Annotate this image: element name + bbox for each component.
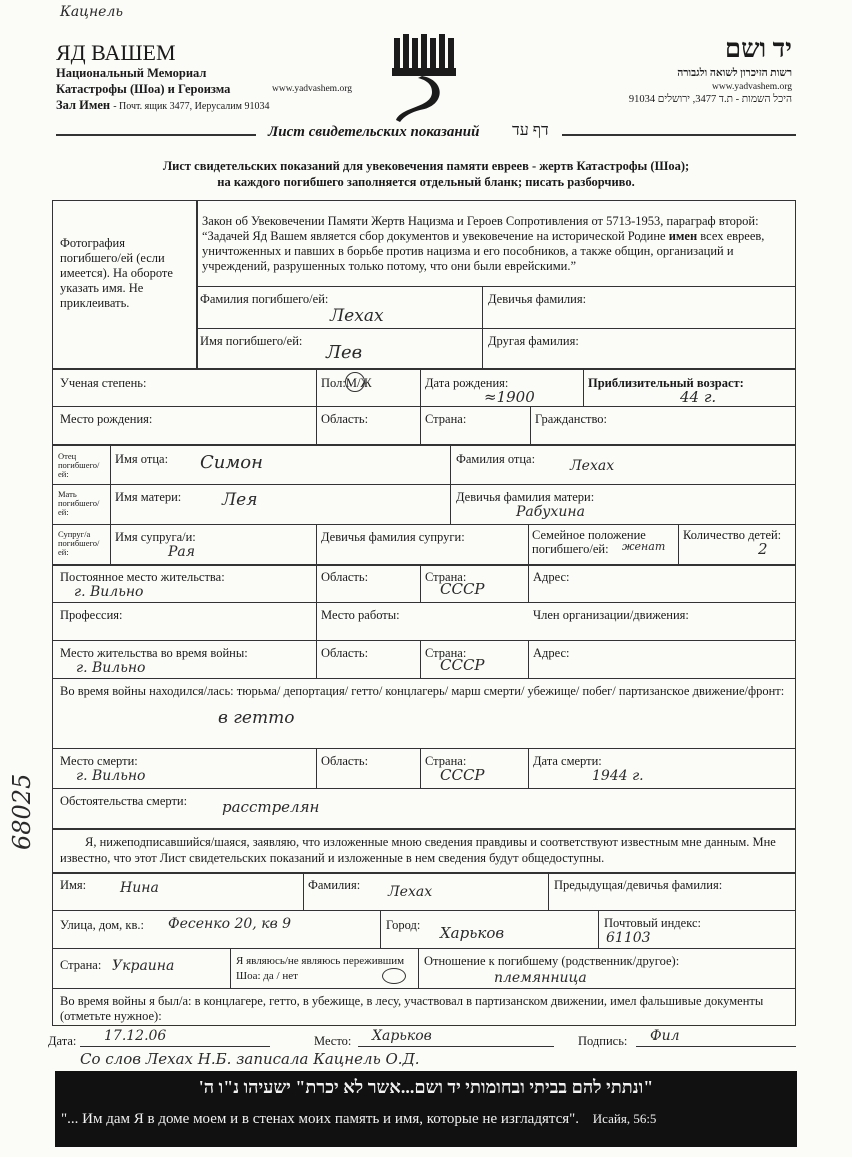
corner-note: Кацнель [60, 4, 123, 20]
spouse-name-value[interactable]: Рая [168, 544, 196, 560]
wartime-country-value[interactable]: СССР [440, 656, 485, 674]
victim-surname-value[interactable]: Лехах [330, 306, 384, 326]
workplace-label: Место работы: [321, 608, 400, 622]
he-title: יד ושם [724, 34, 792, 63]
victim-other-surname-label: Другая фамилия: [488, 334, 579, 348]
survivor-no-circle [382, 968, 406, 984]
wartime-country-label: Страна: [425, 646, 467, 660]
submitter-name-label: Имя: [60, 878, 87, 892]
gender-label[interactable]: Пол:М/Ж [321, 376, 372, 390]
dob-value[interactable]: ≈1900 [484, 388, 535, 406]
spouse-name-label: Имя супруга/и: [115, 530, 196, 544]
zip-label: Почтовый индекс: [604, 916, 701, 930]
father-name-label: Имя отца: [115, 452, 169, 466]
declaration-text: Я, нижеподписавшийся/шаяся, заявляю, что изложенные мною сведения правдивы и соответствуют известным мне данным. Мне известно, что этот Лист свидетельских показаний и изложенные в нем сведения будут общедоступны. [60, 835, 776, 865]
birthplace-label: Место рождения: [60, 412, 153, 426]
father-surname-label: Фамилия отца: [456, 452, 536, 466]
victim-maiden-label: Девичья фамилия: [488, 292, 587, 306]
ru-address: - Почт. ящик 3477, Иерусалим 91034 [113, 101, 270, 112]
birth-country-label: Страна: [425, 412, 467, 426]
wartime-residence-value[interactable]: г. Вильно [76, 660, 146, 676]
submitter-name-value[interactable]: Нина [120, 880, 159, 896]
children-count-label: Количество детей: [683, 528, 782, 542]
death-circumstances-value[interactable]: расстрелян [222, 798, 320, 816]
relation-label: Отношение к погибшему (родственник/другое): [424, 954, 680, 968]
children-count-value[interactable]: 2 [758, 540, 768, 558]
residence-value[interactable]: г. Вильно [74, 584, 144, 600]
signature-value[interactable]: Фил [650, 1028, 680, 1044]
ru-subtitle-1: Национальный Мемориал [56, 66, 207, 80]
mother-maiden-label: Девичья фамилия матери: [456, 490, 595, 504]
family-status-label: Семейное положение погибшего/ей: [532, 528, 646, 556]
wartime-address-label: Адрес: [533, 646, 570, 660]
victim-surname-label: Фамилия погибшего/ей: [200, 292, 329, 306]
residence-label: Постоянное место жительства: [60, 570, 225, 584]
quote-banner [55, 1071, 797, 1147]
submitter-prev-surname-label: Предыдущая/девичья фамилия: [554, 878, 723, 892]
footer-date-value[interactable]: 17.12.06 [104, 1028, 167, 1044]
handwritten-footer-note: Со слов Лехах Н.Б. записала Кацнель О.Д. [80, 1050, 420, 1068]
photo-note: Фотография погибшего/ей (если имеется). На обороте указать имя. Не приклеивать. [60, 236, 173, 310]
signature-label: Подпись: [578, 1034, 628, 1048]
membership-label: Член организации/движения: [533, 608, 689, 622]
hall-of-names: Зал Имен [56, 98, 111, 112]
victim-firstname-value[interactable]: Лев [326, 342, 363, 363]
death-place-label: Место смерти: [60, 754, 138, 768]
mother-name-label: Имя матери: [115, 490, 182, 504]
citizenship-label: Гражданство: [535, 412, 608, 426]
death-place-value[interactable]: г. Вильно [76, 768, 146, 784]
father-surname-value[interactable]: Лехах [570, 458, 615, 474]
father-side-label: Отец погибшего/ей: [58, 451, 100, 479]
form-title-hebrew: דף עד [512, 122, 549, 139]
wartime-residence-label: Место жительства во время войны: [60, 646, 248, 660]
father-name-value[interactable]: Симон [200, 452, 263, 473]
city-label: Город: [386, 918, 421, 932]
during-war-label: Во время войны находился/лась: тюрьма/ депортация/ гетто/ концлагерь/ марш смерти/ убежище/ побег/ партизанское движение/фронт: [60, 684, 785, 698]
residence-country-value[interactable]: СССР [440, 580, 485, 598]
death-date-label: Дата смерти: [533, 754, 602, 768]
residence-region-label: Область: [321, 570, 369, 584]
form-title: Лист свидетельских показаний [268, 124, 480, 140]
during-war-value[interactable]: в гетто [218, 708, 295, 728]
he-website: www.yadvashem.org [712, 82, 792, 92]
street-value[interactable]: Фесенко 20, кв 9 [168, 916, 292, 932]
death-country-label: Страна: [425, 754, 467, 768]
mother-maiden-value[interactable]: Рабухина [516, 504, 585, 520]
he-address: היכל השמות - ת.ד 3477, ירושלים 91034 [628, 94, 792, 105]
death-circumstances-label: Обстоятельства смерти: [60, 794, 188, 808]
survivor-label[interactable]: Я являюсь/не являюсь пережившим Шоа: да / нет [236, 955, 405, 982]
submitter-wartime-label: Во время войны я был/а: в концлагере, гетто, в убежище, в лесу, участвовал в партизанском движении, имел фальшивые документы (отметьте нужное): [60, 994, 764, 1023]
victim-firstname-label: Имя погибшего/ей: [200, 334, 303, 348]
ru-title: ЯД ВАШЕМ [56, 40, 176, 65]
footer-place-label: Место: [314, 1034, 352, 1048]
family-status-value[interactable]: женат [622, 540, 666, 553]
ru-subtitle-2: Катастрофы (Шоа) и Героизма [56, 82, 231, 96]
approx-age-label: Приблизительный возраст: [588, 376, 744, 390]
submitter-surname-label: Фамилия: [308, 878, 361, 892]
submitter-country-label: Страна: [60, 958, 102, 972]
profession-label: Профессия: [60, 608, 123, 622]
he-subtitle: רשות הזיכרון לשואה ולגבורה [677, 68, 792, 79]
city-value[interactable]: Харьков [440, 924, 505, 942]
submitter-surname-value[interactable]: Лехах [388, 884, 433, 900]
banner-russian-quote: "... Им дам Я в доме моем и в стенах моих память и имя, которые не изгладятся". [61, 1111, 580, 1127]
ru-website: www.yadvashem.org [272, 84, 352, 94]
gender-male-circle [345, 372, 365, 392]
residence-country-label: Страна: [425, 570, 467, 584]
death-region-label: Область: [321, 754, 369, 768]
footer-place-value[interactable]: Харьков [372, 1028, 432, 1044]
spouse-side-label: Супруг/а погибшего/ей: [58, 529, 100, 557]
banner-hebrew-quote: "ונתתי להם בביתי ובחומותי יד ושם...אשר לא יכרת" ישעיהו נ"ו ה' [198, 1077, 654, 1097]
death-country-value[interactable]: СССР [440, 766, 485, 784]
intro-line-1: Лист свидетельских показаний для увековечения памяти евреев - жертв Катастрофы (Шоа); [162, 159, 690, 173]
footer-date-label: Дата: [48, 1034, 77, 1048]
residence-address-label: Адрес: [533, 570, 570, 584]
yad-vashem-logo-icon [388, 32, 458, 124]
zip-value[interactable]: 61103 [606, 930, 651, 946]
side-archive-number: 68025 [8, 773, 36, 850]
submitter-country-value[interactable]: Украина [112, 958, 175, 974]
birth-region-label: Область: [321, 412, 369, 426]
spouse-maiden-label: Девичья фамилия супруги: [321, 530, 465, 544]
mother-name-value[interactable]: Лея [222, 490, 258, 510]
death-date-value[interactable]: 1944 г. [592, 768, 644, 784]
dob-label: Дата рождения: [425, 376, 509, 390]
wartime-region-label: Область: [321, 646, 369, 660]
relation-value[interactable]: племянница [494, 970, 587, 986]
banner-reference: Исайя, 56:5 [592, 1111, 657, 1126]
mother-side-label: Мать погибшего/ей: [58, 489, 100, 517]
street-label: Улица, дом, кв.: [60, 918, 144, 932]
degree-label: Ученая степень: [60, 376, 147, 390]
approx-age-value[interactable]: 44 г. [680, 388, 717, 406]
intro-line-2: на каждого погибшего заполняется отдельный бланк; писать разборчиво. [217, 175, 635, 189]
law-text: Закон об Увековечении Памяти Жертв Нацизма и Героев Сопротивления от 5713-1953, параграф второй: “Задачей Яд Вашем является сбор документов и увековечение на исторической Родине имен всех евреев, уничтоженных и павших в борьбе против нацизма и его пособников, а также общин, организаций и учреждений, разрушенных только потому, что они были еврейскими.” [202, 214, 765, 273]
